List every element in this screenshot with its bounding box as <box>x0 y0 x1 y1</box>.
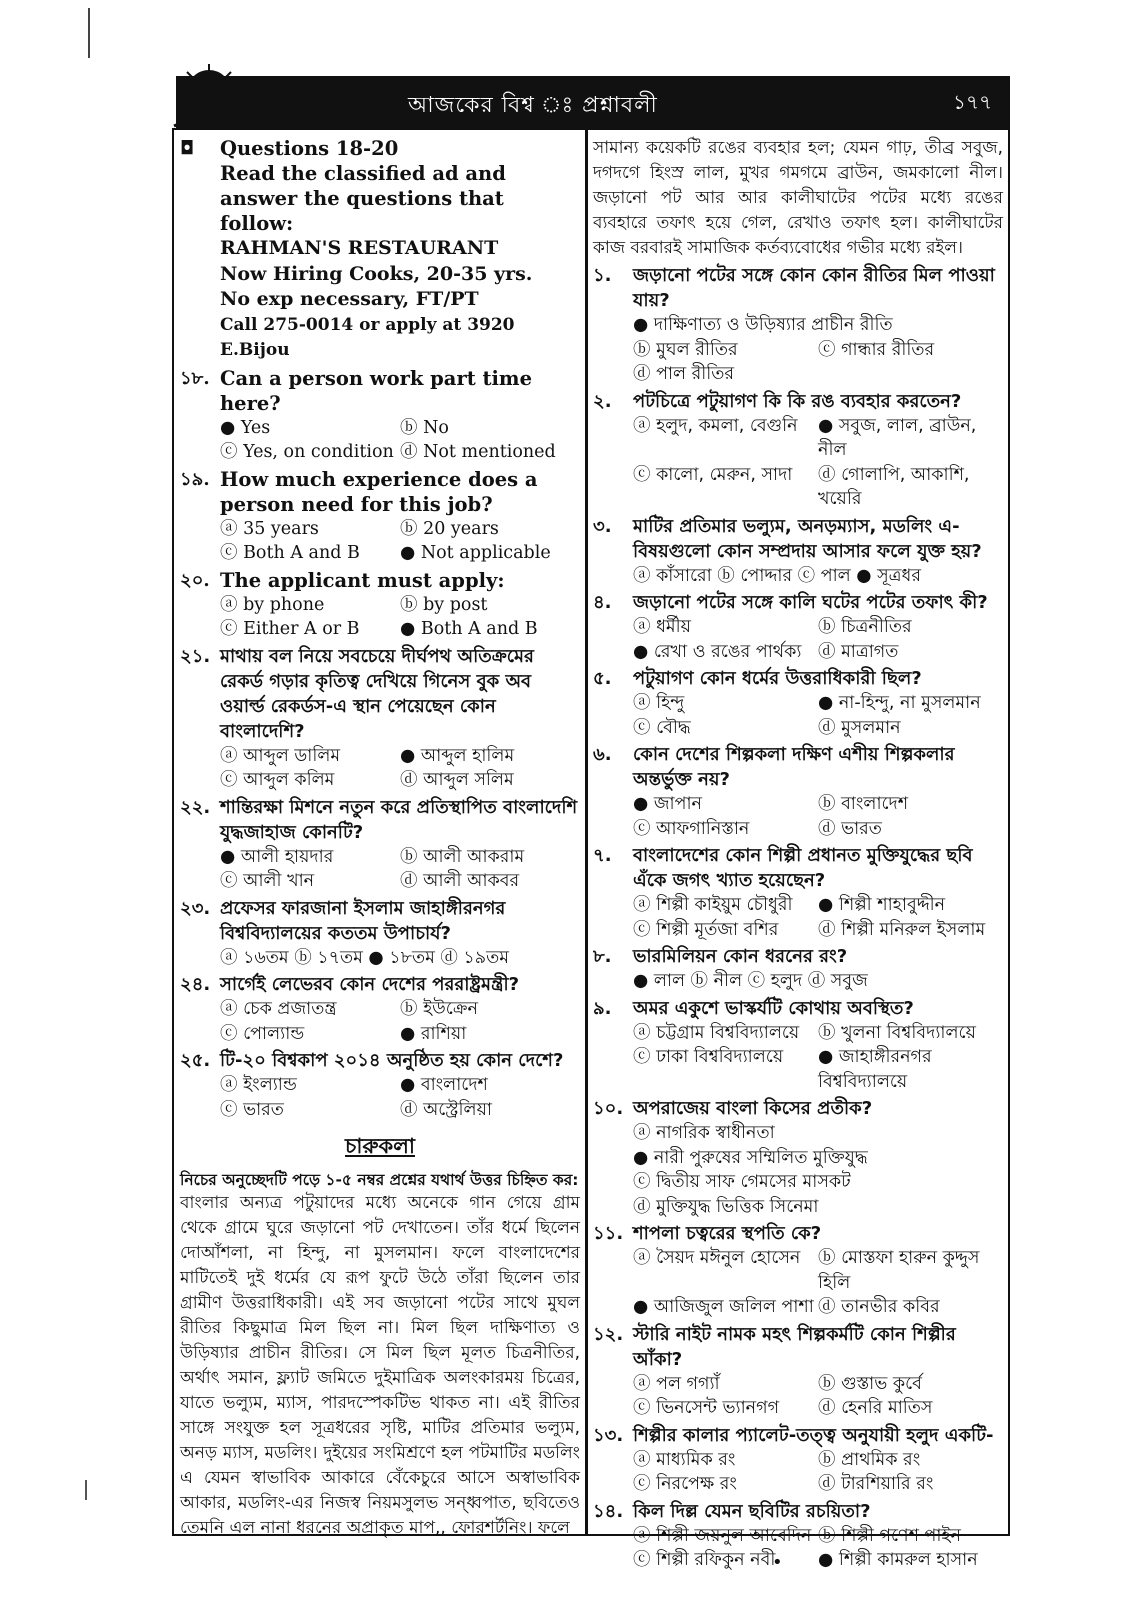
question-text: টি-২০ বিশ্বকাপ ২০১৪ অনুষ্ঠিত হয় কোন দেশে? <box>220 1050 564 1071</box>
question-text: How much experience does a person need for this job? <box>220 467 538 516</box>
question-number: ২৩. <box>180 897 211 919</box>
answer-options <box>633 1448 1003 1497</box>
question-item <box>180 896 580 971</box>
section-title: চারুকলা <box>345 1134 415 1158</box>
question-item <box>593 996 1003 1095</box>
question-number: ২২. <box>180 796 211 818</box>
answer-option: ⓓ ভারত <box>818 818 882 839</box>
questions-heading: Questions 18-20 <box>220 137 399 160</box>
answer-option: ⓓ আলী আকবর <box>400 871 520 891</box>
question-text: ভারমিলিয়ন কোন ধরনের রং? <box>633 946 848 967</box>
question-item <box>180 467 580 566</box>
question-number: ৯. <box>593 997 612 1019</box>
margin-line <box>88 8 90 58</box>
answer-option: ⓐ শিল্পী জয়নুল আবেদিন <box>633 1525 812 1546</box>
question-number: ২৫. <box>180 1050 211 1071</box>
question-text: মাটির প্রতিমার ভল্যুম, অনড়ম্যাস, মডলিং এ-বিষয়গুলো কোন সম্প্রদায় আসার ফলে যুক্ত হয়? <box>633 515 982 562</box>
answer-option: ⓓ আব্দুল সলিম <box>400 770 514 790</box>
question-text: শিল্পীর কালার প্যালেট-তত্ত্ব অনুযায়ী হলুদ একটি- <box>633 1424 994 1446</box>
answer-option: ⓐ নাগরিক স্বাধীনতা <box>633 1123 775 1143</box>
question-number: ২৪. <box>180 974 211 995</box>
answer-options <box>633 1121 1003 1219</box>
answer-options <box>633 313 1003 387</box>
question-item <box>180 1048 580 1122</box>
answer-option: ⓐ হিন্দু <box>633 693 685 713</box>
answer-option: ⓒ আফগানিস্তান <box>633 818 750 839</box>
answer-option: ⓒ ভারত <box>220 1099 284 1120</box>
left-column <box>180 136 580 1541</box>
answer-option: ⓑ by post <box>400 594 488 615</box>
question-number: ১. <box>593 265 612 286</box>
answer-option: ⓒ শিল্পী মূর্তজা বশির <box>633 919 779 940</box>
question-number: ৮. <box>593 946 612 967</box>
answer-option: ● শিল্পী শাহাবুদ্দীন <box>818 895 946 915</box>
question-item <box>180 972 580 1046</box>
answer-option: ⓓ মুক্তিযুদ্ধ ভিত্তিক সিনেমা <box>633 1196 819 1217</box>
question-number: ২১. <box>180 645 211 667</box>
question-item <box>593 1096 1003 1219</box>
question-item <box>593 843 1003 942</box>
answer-options <box>220 997 580 1046</box>
answer-option: ⓓ হেনরি মাতিস <box>818 1398 933 1418</box>
answer-option: ⓐ ধর্মীয় <box>633 617 691 637</box>
question-item <box>593 1423 1003 1497</box>
answer-option: ⓓ অস্ট্রেলিয়া <box>400 1099 492 1120</box>
question-text: পটুয়াগণ কোন ধর্মের উত্তরাধিকারী ছিল? <box>633 668 922 689</box>
ad-line: Now Hiring Cooks, 20-35 yrs. <box>220 262 533 285</box>
column-divider <box>585 128 588 1536</box>
answer-option: ⓑ মুঘল রীতির <box>633 339 738 360</box>
answer-option: ● না-হিন্দু, না মুসলমান <box>818 693 981 713</box>
answer-options <box>220 593 580 642</box>
answer-option: ⓐ ইংল্যান্ড <box>220 1075 297 1095</box>
answer-option: ⓑ No <box>400 417 449 438</box>
answer-option: ⓒ নিরপেক্ষ রং <box>633 1474 737 1494</box>
question-number: ৫. <box>593 668 612 689</box>
answer-options <box>633 1021 1003 1095</box>
header-title: আজকের বিশ্ব ঃ প্রশ্নাবলী <box>408 93 658 118</box>
question-text: পটচিত্রে পটুয়াগণ কি কি রঙ ব্যবহার করতেন? <box>633 390 962 412</box>
answer-options-line: ⓐ কাঁসারো ⓑ পোদ্দার ⓒ পাল ● সূত্রধর <box>633 565 921 586</box>
answer-options <box>633 893 1003 942</box>
answer-options <box>633 691 1003 740</box>
answer-option: ⓓ পাল রীতির <box>633 364 735 384</box>
answer-option: ⓑ চিত্রনীতির <box>818 617 912 637</box>
answer-option: ⓒ Either A or B <box>220 619 360 639</box>
question-text: Can a person work part time here? <box>220 366 532 415</box>
passage-text: বাংলার অন্যত্র পটুয়াদের মধ্যে অনেকে গান গেয়ে গ্রাম থেকে গ্রামে ঘুরে জড়ানো পট দেখাতেন। তাঁর ধর্মে ছিলেন দোআঁশলা, না হিন্দু, না মুসলমান। ফলে বাংলাদেশের মাটিতেই দুই ধর্মের যে রূপ ফুটে উঠে তাঁরা ছিলেন তার গ্রামীণ উত্তরাধিকারী। এই সব জড়ানো পটের সাথে মুঘল রীতির কিছুমাত্র মিল ছিল না। মিল ছিল দাক্ষিণাত্য ও উড়িষ্যার প্রাচীন রীতির। সে মিল ছিল মূলত চিত্রনীতির, অর্থাৎ সমান, ফ্ল্যাট জমিতে দুইমাত্রিক অলংকারময় চিত্রের, যাতে ভল্যুম, ম্যাস, পারদস্পেকটিভ থাকত না। এই রীতির সাঙ্গে সংযুক্ত হল সূত্রধরের সৃষ্টি, মাটির প্রতিমার ভল্যুম, অনড় ম্যাস, মডলিং। দুইয়ের সংমিশ্রণে হল পটমাটির মডলিং এ যেমন স্বাভাবিক আকারে বেঁকেচুরে আসে অস্বাভাবিক আকার, মডলিং-এর নিজস্ব নিয়মসুলভ সন্ধ্বপাত, ছবিতেও তেমনি এল নানা ধরনের অপ্রাকৃত মাপ,, ফোরশর্টনিং। ফলে <box>180 1193 580 1538</box>
question-number: ৬. <box>593 744 612 765</box>
answer-option: ⓑ আলী আকরাম <box>400 846 525 867</box>
answer-option: ⓑ প্রাথমিক রং <box>818 1449 921 1470</box>
answer-option: ⓒ আলী খান <box>220 871 315 891</box>
answer-options <box>633 1246 1003 1320</box>
answer-options <box>633 792 1003 841</box>
answer-options <box>220 416 580 465</box>
question-item <box>593 944 1003 994</box>
question-number: ৪. <box>593 592 612 613</box>
question-item <box>180 568 580 642</box>
question-item <box>180 644 580 793</box>
answer-option: ● বাংলাদেশ <box>400 1075 488 1095</box>
page-number: ১৭৭ <box>953 90 992 114</box>
answer-option: ● শিল্পী কামরুল হাসান <box>818 1550 978 1570</box>
answer-option: ⓐ শিল্পী কাইয়ুম চৌধুরী <box>633 895 793 915</box>
question-block-18-20-header <box>180 136 580 236</box>
page-header-bar <box>176 76 1010 128</box>
answer-option: ⓐ পল গগ্যাঁ <box>633 1373 720 1394</box>
footer-mark: • <box>772 1552 783 1573</box>
answer-option: ⓑ শিল্পী গণেশ পাইন <box>818 1525 961 1546</box>
question-item <box>593 742 1003 841</box>
answer-option: ⓐ চেক প্রজাতন্ত্র <box>220 999 337 1019</box>
answer-option: ⓒ বৌদ্ধ <box>633 717 691 738</box>
answer-options <box>220 744 580 793</box>
answer-option: ⓐ সৈয়দ মঈনুল হোসেন <box>633 1248 801 1268</box>
answer-option: ⓓ মুসলমান <box>818 717 901 738</box>
question-text: স্টারি নাইট নামক মহৎ শিল্পকর্মটি কোন শিল্পীর আঁকা? <box>633 1323 956 1370</box>
question-text: অমর একুশে ভাস্কর্যটি কোথায় অবস্থিত? <box>633 997 914 1019</box>
answer-option: ⓐ আব্দুল ডালিম <box>220 745 341 766</box>
question-text: বাংলাদেশের কোন শিল্পী প্রধানত মুক্তিযুদ্ধের ছবি এঁকে জগৎ খ্যাত হয়েছেন? <box>633 845 973 891</box>
answer-option: ● দাক্ষিণাত্য ও উড়িষ্যার প্রাচীন রীতি <box>633 315 893 335</box>
question-item <box>593 1499 1003 1573</box>
answer-options <box>633 1372 1003 1421</box>
question-text: সার্গেই লেভেরব কোন দেশের পররাষ্ট্রমন্ত্রী? <box>220 974 520 995</box>
answer-options <box>633 615 1003 664</box>
answer-option: ⓒ আব্দুল কলিম <box>220 770 335 790</box>
answer-option: ● নারী পুরুষের সম্মিলিত মুক্তিযুদ্ধ <box>633 1147 868 1168</box>
answer-option: ⓒ কালো, মেরুন, সাদা <box>633 464 793 485</box>
question-number: ১০. <box>593 1098 624 1119</box>
question-number: ১২. <box>593 1323 624 1345</box>
answer-option: ● সবুজ, লাল, ব্রাউন, নীল <box>818 415 977 460</box>
answer-option: ⓑ গুস্তাভ কুর্বে <box>818 1373 922 1394</box>
question-number: ৭. <box>593 845 612 866</box>
answer-option: ⓑ বাংলাদেশ <box>818 794 909 814</box>
question-item <box>593 590 1003 664</box>
question-item <box>593 263 1003 387</box>
classified-ad <box>220 236 580 364</box>
questions-instruction: Read the classified ad and answer the questions that follow: <box>220 162 506 235</box>
ad-line: Call 275-0014 or apply at 3920 E.Bijou <box>220 314 515 360</box>
question-text: The applicant must apply: <box>220 568 505 592</box>
question-number: ১৩. <box>593 1424 624 1446</box>
question-text: শাপলা চত্বরের স্থপতি কে? <box>633 1223 822 1244</box>
question-text: অপরাজেয় বাংলা কিসের প্রতীক? <box>633 1098 873 1119</box>
answer-options <box>220 517 580 566</box>
answer-option: ● Not applicable <box>400 543 551 563</box>
right-column <box>593 136 1003 1573</box>
ad-line: No exp necessary, FT/PT <box>220 288 479 310</box>
answer-options <box>220 1073 580 1122</box>
answer-option: ⓐ চট্টগ্রাম বিশ্ববিদ্যালয়ে <box>633 1022 800 1043</box>
answer-option: ⓒ ঢাকা বিশ্ববিদ্যালয়ে <box>633 1047 784 1067</box>
answer-option: ⓒ গান্ধার রীতির <box>818 339 935 360</box>
answer-option: ⓒ ভিনসেন্ট ভ্যানগগ <box>633 1398 780 1418</box>
answer-option: ⓐ হলুদ, কমলা, বেগুনি <box>633 415 798 436</box>
question-item <box>593 389 1003 512</box>
answer-option: ⓒ দ্বিতীয় সাফ গেমসের মাসকট <box>633 1172 851 1192</box>
question-number: ১৮. <box>180 367 210 389</box>
question-text: জড়ানো পটের সঙ্গে কালি ঘটের পটের তফাৎ কী? <box>633 592 988 613</box>
question-text: কোন দেশের শিল্পকলা দক্ষিণ এশীয় শিল্পকলার অন্তর্ভুক্ত নয়? <box>633 744 955 790</box>
question-item <box>180 366 580 465</box>
passage-intro: নিচের অনুচ্ছেদটি পড়ে ১-৫ নম্বর প্রশ্নের যথার্থ উত্তর চিহ্নিত কর: <box>180 1171 579 1189</box>
answer-options-line: ● লাল ⓑ নীল ⓒ হলুদ ⓓ সবুজ <box>633 971 868 991</box>
answer-options-line: ⓐ ১৬তম ⓑ ১৭তম ● ১৮তম ⓓ ১৯তম <box>220 947 509 968</box>
question-number: ১১. <box>593 1223 624 1244</box>
answer-option: ● আব্দুল হালিম <box>400 745 515 766</box>
answer-option: ⓓ গোলাপি, আকাশি, খয়েরি <box>818 464 970 509</box>
answer-option: ⓑ ইউক্রেন <box>400 999 478 1019</box>
question-number: ২০. <box>180 569 210 591</box>
ad-line: RAHMAN'S RESTAURANT <box>220 237 499 259</box>
passage-marker-icon: ◘ <box>180 138 195 159</box>
answer-option: ⓓ মাত্রাগত <box>818 641 899 662</box>
answer-option: ● জাহাঙ্গীরনগর বিশ্ববিদ্যালয়ে <box>818 1047 932 1092</box>
question-number: ১৪. <box>593 1500 624 1522</box>
question-text: জড়ানো পটের সঙ্গে কোন কোন রীতির মিল পাওয়া যায়? <box>633 265 995 311</box>
answer-option: ⓒ Both A and B <box>220 543 360 563</box>
answer-option: ⓐ মাধ্যমিক রং <box>633 1449 736 1470</box>
answer-option: ⓐ 35 years <box>220 518 319 539</box>
answer-option: ● Both A and B <box>400 619 538 639</box>
answer-option: ⓓ শিল্পী মনিরুল ইসলাম <box>818 919 986 940</box>
answer-option: ⓒ Yes, on condition <box>220 442 394 462</box>
question-text: কিল দিল্ল যেমন ছবিটির রচয়িতা? <box>633 1500 871 1522</box>
answer-option: ⓒ শিল্পী রফিকুন নবী <box>633 1550 776 1570</box>
answer-options <box>633 1524 1003 1573</box>
answer-option: ● Yes <box>220 417 271 438</box>
answer-option: ⓓ টারশিয়ারি রং <box>818 1474 934 1494</box>
answer-options <box>220 845 580 894</box>
passage-continued: সামান্য কয়েকটি রঙের ব্যবহার হল; যেমন গাঢ়, তীব্র সবুজ, দগদগে হিংস্র লাল, মুখর গমগমে ব্রাউন, জমকালো নীল। জড়ানো পট আর আর কালীঘাটের পটের মধ্যে রঙের ব্যবহারে তফাৎ হয়ে গেল, রেখাও তফাৎ হল। কালীঘাটের কাজ বরবারই সামাজিক কর্তব্যবোধের গভীর মধ্যে রইল। <box>593 138 1003 258</box>
answer-option: ⓑ মোস্তফা হারুন কুদ্দুস হিলি <box>818 1248 980 1293</box>
question-item <box>180 795 580 894</box>
question-text: শান্তিরক্ষা মিশনে নতুন করে প্রতিস্থাপিত বাংলাদেশি যুদ্ধজাহাজ কোনটি? <box>220 796 578 843</box>
question-text: মাথায় বল নিয়ে সবচেয়ে দীর্ঘপথ অতিক্রমের রেকর্ড গড়ার কৃতিত্ব দেখিয়ে গিনেস বুক অব ওয়ার্ল্ড রেকর্ডস-এ স্থান পেয়েছেন কোন বাংলাদেশি? <box>220 645 534 742</box>
question-number: ১৯. <box>180 468 210 490</box>
answer-option: ⓐ by phone <box>220 594 325 615</box>
question-item <box>593 1221 1003 1320</box>
answer-option: ⓑ 20 years <box>400 518 499 539</box>
answer-option: ⓓ তানভীর কবির <box>818 1297 940 1317</box>
question-item <box>593 514 1003 589</box>
answer-option: ⓓ Not mentioned <box>400 442 556 462</box>
question-item <box>593 666 1003 740</box>
answer-option: ● আজিজুল জলিল পাশা <box>633 1297 814 1317</box>
answer-option: ● আলী হায়দার <box>220 846 334 867</box>
question-item <box>593 1322 1003 1421</box>
answer-option: ⓒ পোল্যান্ড <box>220 1023 305 1044</box>
question-number: ৩. <box>593 515 612 537</box>
question-number: ২. <box>593 390 612 412</box>
answer-option: ⓑ খুলনা বিশ্ববিদ্যালয়ে <box>818 1022 976 1043</box>
question-text: প্রফেসর ফারজানা ইসলাম জাহাঙ্গীরনগর বিশ্ববিদ্যালয়ের কততম উপাচার্য? <box>220 897 506 944</box>
answer-option: ● জাপান <box>633 794 702 814</box>
margin-tick <box>85 1480 87 1500</box>
answer-option: ● রেখা ও রঙের পার্থক্য <box>633 641 802 662</box>
answer-options <box>633 414 1003 512</box>
answer-option: ● রাশিয়া <box>400 1023 467 1044</box>
